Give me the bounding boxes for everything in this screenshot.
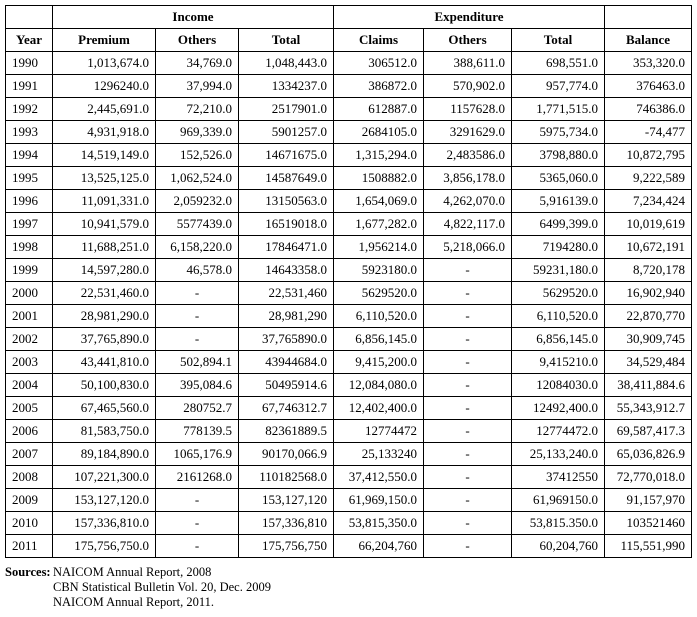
col-income-total-cell: 28,981,290 <box>239 305 334 328</box>
col-balance-cell: -74,477 <box>605 121 692 144</box>
source-line <box>5 565 271 580</box>
col-premium-cell: 11,688,251.0 <box>53 236 156 259</box>
income-group-header: Income <box>53 6 334 29</box>
col-premium-cell: 4,931,918.0 <box>53 121 156 144</box>
col-year-cell: 2008 <box>6 466 53 489</box>
col-balance-cell: 10,019,619 <box>605 213 692 236</box>
col-income-total-cell: 14643358.0 <box>239 259 334 282</box>
table-row <box>6 98 692 121</box>
table-row <box>6 397 692 420</box>
col-expenditure-others-cell: - <box>424 351 512 374</box>
col-claims-cell: 1508882.0 <box>334 167 424 190</box>
col-expenditure-others-cell: - <box>424 535 512 558</box>
column-header-row <box>6 29 692 52</box>
col-balance-cell: 115,551,990 <box>605 535 692 558</box>
col-balance-cell: 30,909,745 <box>605 328 692 351</box>
col-claims-cell: 25,133240 <box>334 443 424 466</box>
col-expenditure-total-cell: 5,916139.0 <box>512 190 605 213</box>
col-income-total-cell: 67,746312.7 <box>239 397 334 420</box>
col-claims-cell: 2684105.0 <box>334 121 424 144</box>
col-income-total-cell: 14671675.0 <box>239 144 334 167</box>
col-claims-cell: 5629520.0 <box>334 282 424 305</box>
source-text: NAICOM Annual Report, 2008 <box>53 565 212 579</box>
col-income-total-cell: 110182568.0 <box>239 466 334 489</box>
col-balance-cell: 10,872,795 <box>605 144 692 167</box>
col-claims-header: Claims <box>334 29 424 52</box>
col-year-cell: 1997 <box>6 213 53 236</box>
col-year-cell: 1990 <box>6 52 53 75</box>
col-expenditure-total-cell: 12774472.0 <box>512 420 605 443</box>
col-expenditure-others-cell: - <box>424 512 512 535</box>
col-claims-cell: 306512.0 <box>334 52 424 75</box>
col-balance-cell: 69,587,417.3 <box>605 420 692 443</box>
col-income-total-cell: 22,531,460 <box>239 282 334 305</box>
col-claims-cell: 1,315,294.0 <box>334 144 424 167</box>
col-premium-cell: 37,765,890.0 <box>53 328 156 351</box>
col-expenditure-total-cell: 53,815.350.0 <box>512 512 605 535</box>
col-balance-cell: 353,320.0 <box>605 52 692 75</box>
col-expenditure-total-cell: 5365,060.0 <box>512 167 605 190</box>
table-row <box>6 512 692 535</box>
col-balance-cell: 38,411,884.6 <box>605 374 692 397</box>
col-expenditure-others-cell: 4,262,070.0 <box>424 190 512 213</box>
col-income-total-cell: 157,336,810 <box>239 512 334 535</box>
col-expenditure-others-cell: 5,218,066.0 <box>424 236 512 259</box>
source-line <box>5 595 271 610</box>
col-claims-cell: 1,677,282.0 <box>334 213 424 236</box>
col-balance-header: Balance <box>605 29 692 52</box>
col-balance-cell: 22,870,770 <box>605 305 692 328</box>
col-income-others-cell: 2,059232.0 <box>156 190 239 213</box>
col-income-total-cell: 90170,066.9 <box>239 443 334 466</box>
col-balance-cell: 103521460 <box>605 512 692 535</box>
table-row <box>6 374 692 397</box>
col-premium-cell: 157,336,810.0 <box>53 512 156 535</box>
col-balance-cell: 9,222,589 <box>605 167 692 190</box>
col-expenditure-others-cell: 3,856,178.0 <box>424 167 512 190</box>
col-expenditure-total-cell: 37412550 <box>512 466 605 489</box>
col-premium-cell: 11,091,331.0 <box>53 190 156 213</box>
col-year-cell: 2001 <box>6 305 53 328</box>
col-expenditure-others-cell: 388,611.0 <box>424 52 512 75</box>
col-income-others-cell: 152,526.0 <box>156 144 239 167</box>
col-income-total-cell: 14587649.0 <box>239 167 334 190</box>
col-year-cell: 1999 <box>6 259 53 282</box>
col-premium-cell: 10,941,579.0 <box>53 213 156 236</box>
col-expenditure-total-cell: 3798,880.0 <box>512 144 605 167</box>
col-income-total-cell: 5901257.0 <box>239 121 334 144</box>
col-expenditure-others-cell: - <box>424 282 512 305</box>
col-claims-cell: 12,084,080.0 <box>334 374 424 397</box>
col-expenditure-others-cell: 2,483586.0 <box>424 144 512 167</box>
col-expenditure-others-cell: - <box>424 397 512 420</box>
col-premium-cell: 13,525,125.0 <box>53 167 156 190</box>
col-claims-cell: 612887.0 <box>334 98 424 121</box>
table-row <box>6 52 692 75</box>
col-income-others-cell: - <box>156 489 239 512</box>
col-premium-cell: 22,531,460.0 <box>53 282 156 305</box>
col-expenditure-total-header: Total <box>512 29 605 52</box>
col-claims-cell: 6,856,145.0 <box>334 328 424 351</box>
col-year-cell: 2011 <box>6 535 53 558</box>
table-row <box>6 144 692 167</box>
col-premium-cell: 175,756,750.0 <box>53 535 156 558</box>
col-year-cell: 1993 <box>6 121 53 144</box>
table-body <box>6 52 692 558</box>
col-expenditure-others-cell: 570,902.0 <box>424 75 512 98</box>
col-income-total-cell: 1,048,443.0 <box>239 52 334 75</box>
col-expenditure-total-cell: 9,415210.0 <box>512 351 605 374</box>
table-row <box>6 259 692 282</box>
col-premium-cell: 2,445,691.0 <box>53 98 156 121</box>
col-year-cell: 1996 <box>6 190 53 213</box>
col-expenditure-others-cell: - <box>424 466 512 489</box>
col-income-others-cell: 1065,176.9 <box>156 443 239 466</box>
col-income-total-cell: 175,756,750 <box>239 535 334 558</box>
col-income-total-header: Total <box>239 29 334 52</box>
col-income-others-cell: - <box>156 328 239 351</box>
col-claims-cell: 37,412,550.0 <box>334 466 424 489</box>
col-balance-cell: 10,672,191 <box>605 236 692 259</box>
col-balance-cell: 65,036,826.9 <box>605 443 692 466</box>
col-premium-cell: 50,100,830.0 <box>53 374 156 397</box>
col-premium-cell: 14,597,280.0 <box>53 259 156 282</box>
col-income-others-cell: 778139.5 <box>156 420 239 443</box>
col-expenditure-others-cell: 4,822,117.0 <box>424 213 512 236</box>
col-claims-cell: 12774472 <box>334 420 424 443</box>
source-line <box>5 580 271 595</box>
col-claims-cell: 12,402,400.0 <box>334 397 424 420</box>
col-year-cell: 2007 <box>6 443 53 466</box>
col-year-cell: 2002 <box>6 328 53 351</box>
table-row <box>6 489 692 512</box>
table-row <box>6 236 692 259</box>
col-balance-cell: 34,529,484 <box>605 351 692 374</box>
col-income-others-cell: 395,084.6 <box>156 374 239 397</box>
col-year-header: Year <box>6 29 53 52</box>
col-year-cell: 2005 <box>6 397 53 420</box>
col-premium-cell: 43,441,810.0 <box>53 351 156 374</box>
col-premium-cell: 1,013,674.0 <box>53 52 156 75</box>
col-income-others-cell: 2161268.0 <box>156 466 239 489</box>
col-expenditure-others-cell: - <box>424 374 512 397</box>
col-premium-cell: 107,221,300.0 <box>53 466 156 489</box>
sources-note <box>5 565 271 610</box>
col-income-total-cell: 37,765890.0 <box>239 328 334 351</box>
col-year-cell: 2009 <box>6 489 53 512</box>
col-premium-cell: 28,981,290.0 <box>53 305 156 328</box>
col-year-cell: 2000 <box>6 282 53 305</box>
col-income-total-cell: 50495914.6 <box>239 374 334 397</box>
col-expenditure-others-cell: - <box>424 489 512 512</box>
col-income-total-cell: 13150563.0 <box>239 190 334 213</box>
col-year-cell: 2010 <box>6 512 53 535</box>
col-year-cell: 1994 <box>6 144 53 167</box>
col-premium-cell: 67,465,560.0 <box>53 397 156 420</box>
col-year-cell: 1992 <box>6 98 53 121</box>
col-expenditure-total-cell: 12084030.0 <box>512 374 605 397</box>
col-expenditure-others-cell: - <box>424 328 512 351</box>
col-year-cell: 1991 <box>6 75 53 98</box>
sources-label: Sources: <box>5 565 51 579</box>
col-premium-cell: 14,519,149.0 <box>53 144 156 167</box>
col-balance-cell: 746386.0 <box>605 98 692 121</box>
col-expenditure-total-cell: 61,969150.0 <box>512 489 605 512</box>
col-income-total-cell: 2517901.0 <box>239 98 334 121</box>
group-header-blank <box>605 6 692 29</box>
col-income-total-cell: 82361889.5 <box>239 420 334 443</box>
col-expenditure-others-cell: - <box>424 305 512 328</box>
col-expenditure-total-cell: 5975,734.0 <box>512 121 605 144</box>
col-claims-cell: 61,969,150.0 <box>334 489 424 512</box>
col-income-others-header: Others <box>156 29 239 52</box>
col-expenditure-total-cell: 6,856,145.0 <box>512 328 605 351</box>
col-premium-header: Premium <box>53 29 156 52</box>
col-claims-cell: 386872.0 <box>334 75 424 98</box>
col-claims-cell: 66,204,760 <box>334 535 424 558</box>
table-row <box>6 75 692 98</box>
group-header-blank <box>6 6 53 29</box>
table-row <box>6 213 692 236</box>
col-balance-cell: 72,770,018.0 <box>605 466 692 489</box>
table-row <box>6 351 692 374</box>
table-row <box>6 167 692 190</box>
col-expenditure-total-cell: 6,110,520.0 <box>512 305 605 328</box>
col-income-others-cell: - <box>156 305 239 328</box>
col-year-cell: 1998 <box>6 236 53 259</box>
col-balance-cell: 55,343,912.7 <box>605 397 692 420</box>
table-row <box>6 282 692 305</box>
col-premium-cell: 153,127,120.0 <box>53 489 156 512</box>
table-row <box>6 420 692 443</box>
col-expenditure-others-header: Others <box>424 29 512 52</box>
expenditure-group-header: Expenditure <box>334 6 605 29</box>
table-row <box>6 305 692 328</box>
col-income-others-cell: 5577439.0 <box>156 213 239 236</box>
col-expenditure-others-cell: - <box>424 420 512 443</box>
col-expenditure-others-cell: - <box>424 443 512 466</box>
col-year-cell: 2003 <box>6 351 53 374</box>
col-expenditure-total-cell: 1,771,515.0 <box>512 98 605 121</box>
source-text: CBN Statistical Bulletin Vol. 20, Dec. 2009 <box>53 580 271 594</box>
col-expenditure-total-cell: 60,204,760 <box>512 535 605 558</box>
col-income-total-cell: 153,127,120 <box>239 489 334 512</box>
col-claims-cell: 53,815,350.0 <box>334 512 424 535</box>
table-row <box>6 190 692 213</box>
col-income-others-cell: 502,894.1 <box>156 351 239 374</box>
col-claims-cell: 6,110,520.0 <box>334 305 424 328</box>
col-income-others-cell: - <box>156 282 239 305</box>
col-income-others-cell: - <box>156 512 239 535</box>
col-expenditure-total-cell: 698,551.0 <box>512 52 605 75</box>
col-expenditure-others-cell: 1157628.0 <box>424 98 512 121</box>
table-row <box>6 121 692 144</box>
col-expenditure-others-cell: 3291629.0 <box>424 121 512 144</box>
col-expenditure-total-cell: 957,774.0 <box>512 75 605 98</box>
col-balance-cell: 91,157,970 <box>605 489 692 512</box>
col-income-others-cell: 37,994.0 <box>156 75 239 98</box>
col-year-cell: 2006 <box>6 420 53 443</box>
col-income-total-cell: 17846471.0 <box>239 236 334 259</box>
col-expenditure-total-cell: 59231,180.0 <box>512 259 605 282</box>
col-year-cell: 2004 <box>6 374 53 397</box>
table-row <box>6 466 692 489</box>
source-text: NAICOM Annual Report, 2011. <box>53 595 214 609</box>
col-income-others-cell: 72,210.0 <box>156 98 239 121</box>
col-balance-cell: 376463.0 <box>605 75 692 98</box>
col-income-others-cell: 34,769.0 <box>156 52 239 75</box>
col-premium-cell: 89,184,890.0 <box>53 443 156 466</box>
col-balance-cell: 16,902,940 <box>605 282 692 305</box>
income-expenditure-table <box>5 5 692 558</box>
col-income-others-cell: 280752.7 <box>156 397 239 420</box>
col-expenditure-others-cell: - <box>424 259 512 282</box>
col-income-others-cell: 969,339.0 <box>156 121 239 144</box>
col-year-cell: 1995 <box>6 167 53 190</box>
col-expenditure-total-cell: 5629520.0 <box>512 282 605 305</box>
col-balance-cell: 8,720,178 <box>605 259 692 282</box>
col-income-others-cell: 46,578.0 <box>156 259 239 282</box>
col-income-total-cell: 43944684.0 <box>239 351 334 374</box>
table-row <box>6 443 692 466</box>
col-expenditure-total-cell: 25,133,240.0 <box>512 443 605 466</box>
col-income-total-cell: 1334237.0 <box>239 75 334 98</box>
col-premium-cell: 81,583,750.0 <box>53 420 156 443</box>
group-header-row <box>6 6 692 29</box>
col-expenditure-total-cell: 12492,400.0 <box>512 397 605 420</box>
col-claims-cell: 9,415,200.0 <box>334 351 424 374</box>
col-expenditure-total-cell: 7194280.0 <box>512 236 605 259</box>
col-claims-cell: 5923180.0 <box>334 259 424 282</box>
table-row <box>6 535 692 558</box>
table-row <box>6 328 692 351</box>
col-claims-cell: 1,956214.0 <box>334 236 424 259</box>
col-income-total-cell: 16519018.0 <box>239 213 334 236</box>
col-balance-cell: 7,234,424 <box>605 190 692 213</box>
col-income-others-cell: - <box>156 535 239 558</box>
col-premium-cell: 1296240.0 <box>53 75 156 98</box>
col-claims-cell: 1,654,069.0 <box>334 190 424 213</box>
col-income-others-cell: 1,062,524.0 <box>156 167 239 190</box>
col-expenditure-total-cell: 6499,399.0 <box>512 213 605 236</box>
col-income-others-cell: 6,158,220.0 <box>156 236 239 259</box>
